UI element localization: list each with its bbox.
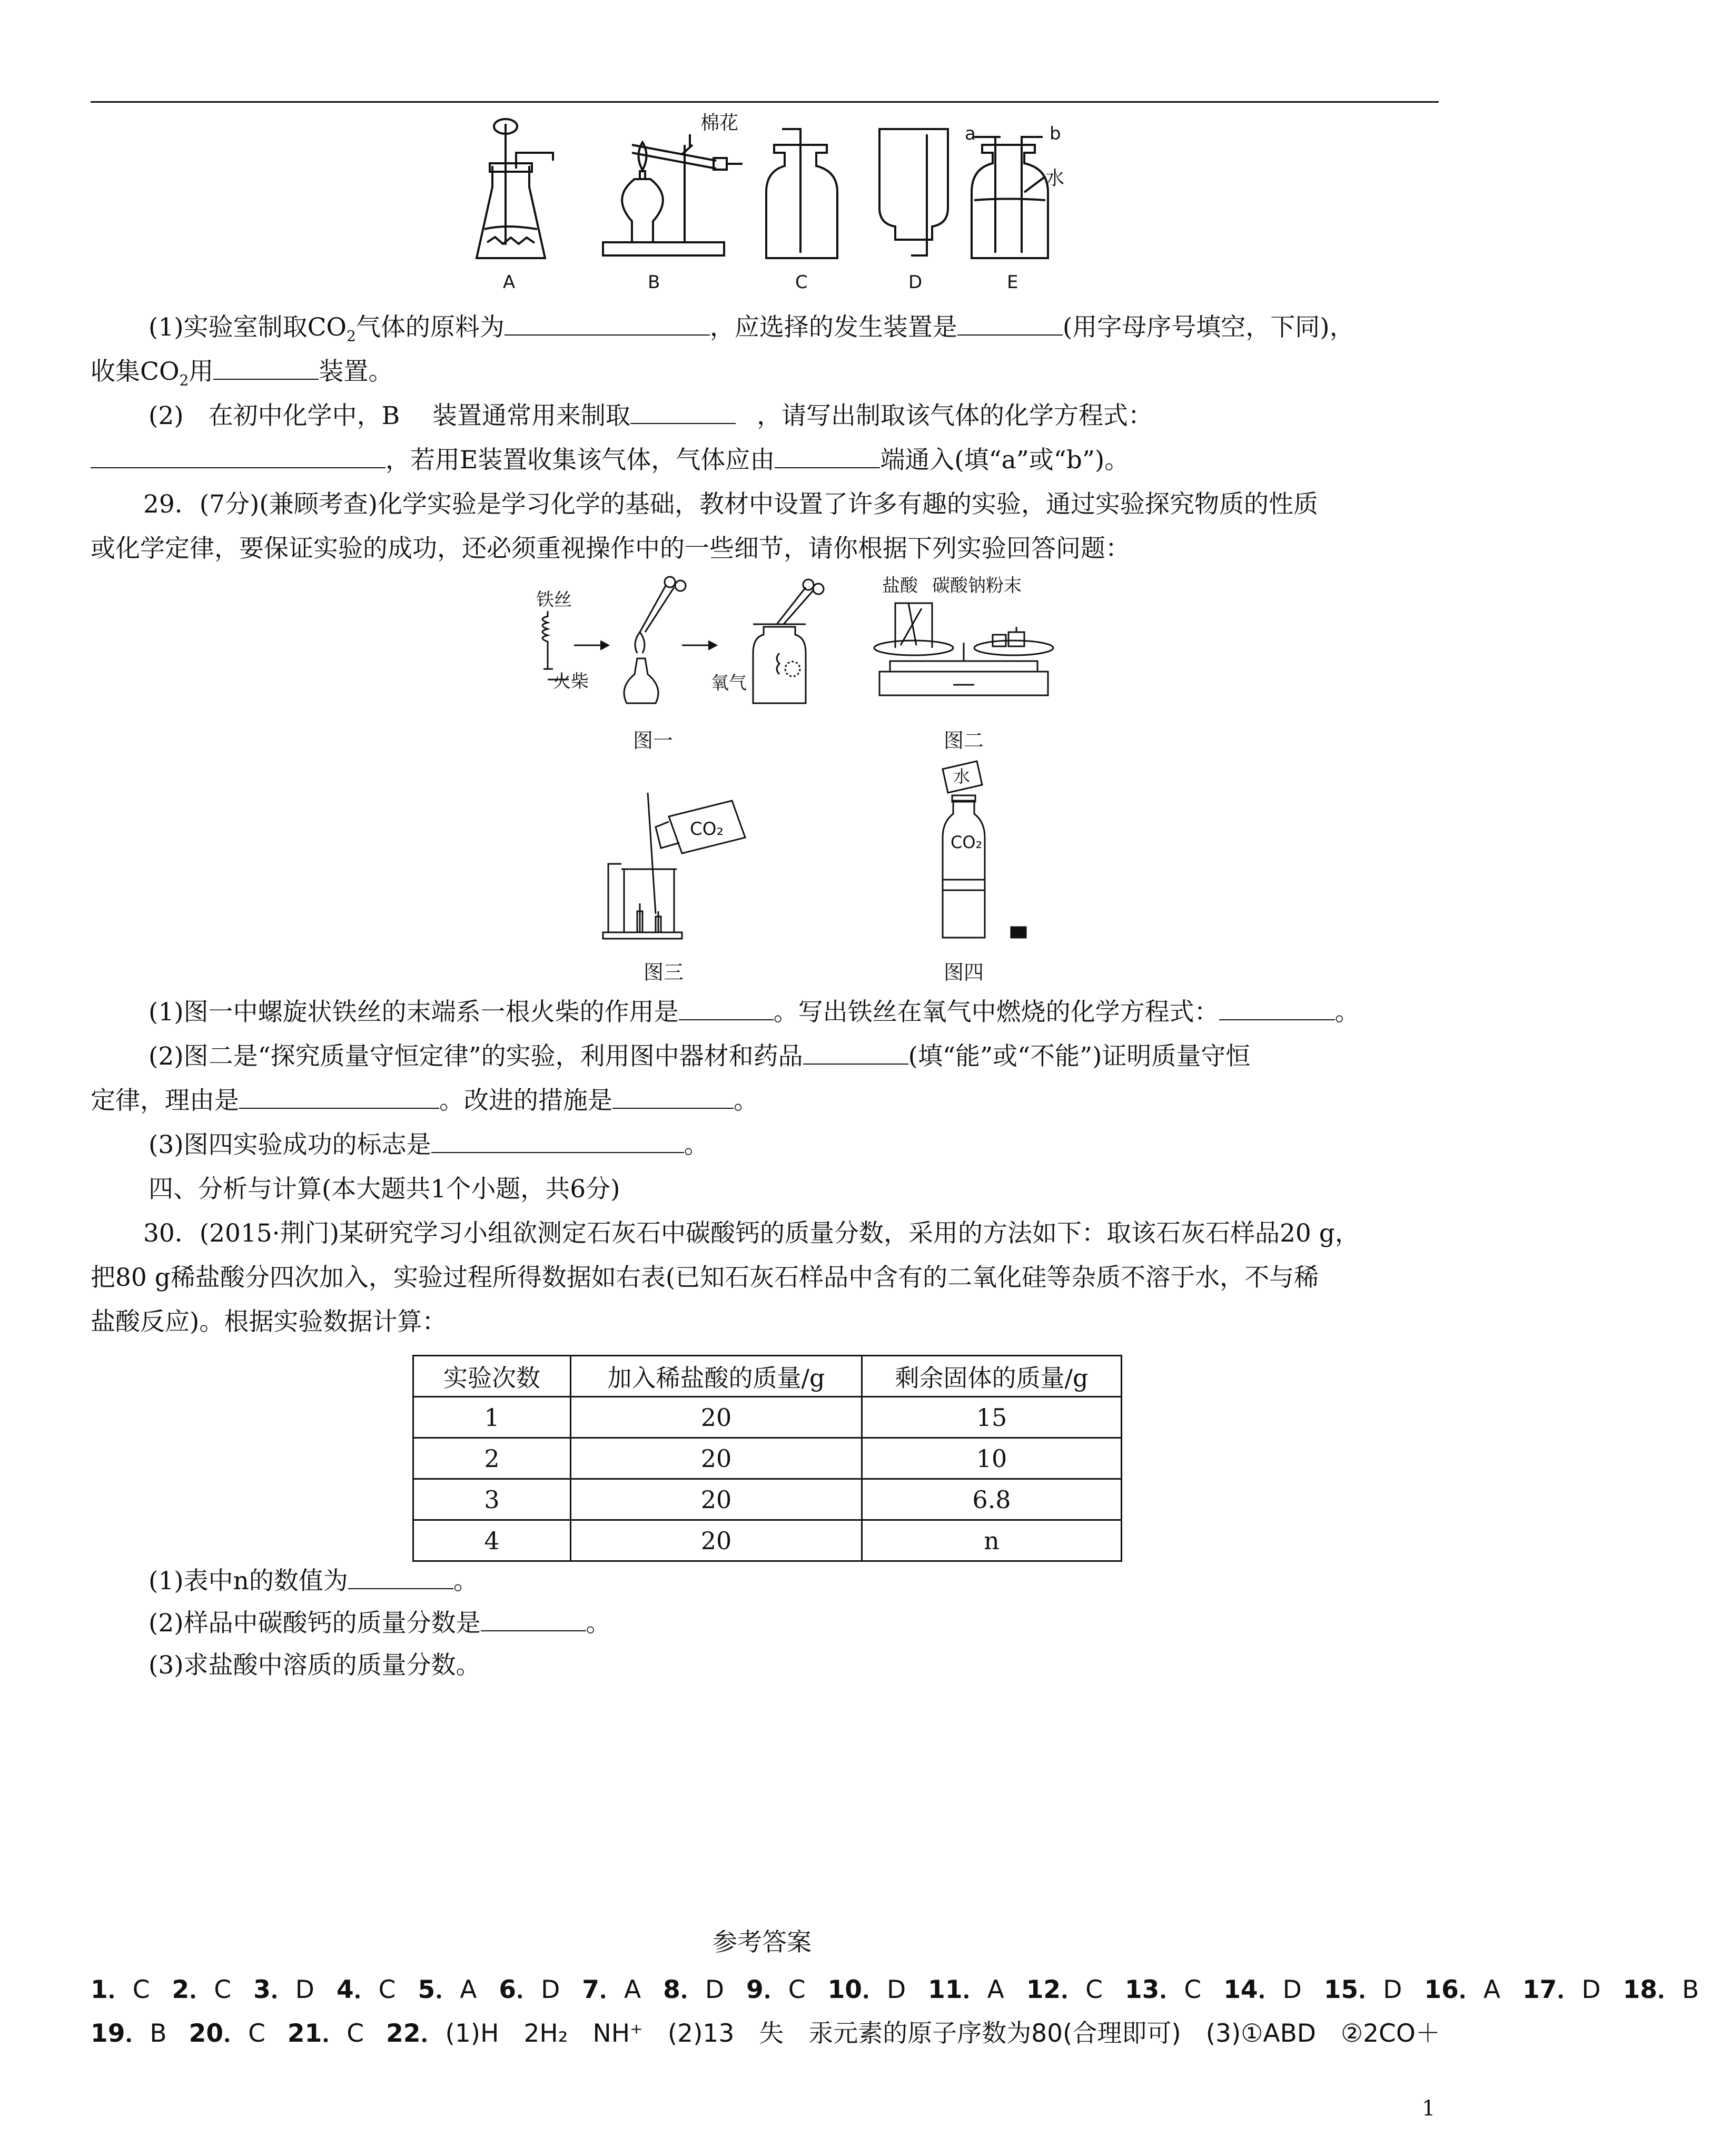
answer-number: 18． [1623,1975,1682,2004]
answer-number: 1． [91,1975,133,2004]
q28-label-d: D [908,272,923,293]
answer-blank[interactable] [1219,998,1335,1020]
answer-number: 14． [1223,1975,1283,2004]
q29-intro-line2: 或化学定律，要保证实验的成功，还必须重视操作中的一些细节，请你根据下列实验回答问题： [91,534,1130,563]
q28-apparatus-figure [474,113,1116,303]
answer-blank[interactable] [481,1609,586,1631]
q28-label-b: B [648,272,660,293]
answer-number: 17． [1522,1975,1582,2004]
q28-part1-line2: 收集$CO_2$用 装置。 [91,357,393,389]
q28-part2-line1: (2) 在初中化学中，B 装置通常用来制取 ，请写出制取该气体的化学方程式： [149,401,1153,430]
answer-number: 8． [663,1975,705,2004]
match-label: 火柴 [553,671,589,692]
answer-item [1223,1975,1302,2004]
q28-label-c: C [795,272,808,293]
q29-figure-4 [911,759,1027,943]
fig4-water-label: 水 [953,766,971,786]
answers-title: 参考答案 [713,1928,812,1957]
answer-choice: D [1282,1975,1302,2004]
figure-2-caption: 图二 [943,729,984,752]
figure-4-caption: 图四 [943,961,984,984]
table-row [413,1479,1122,1520]
table-cell: 2 [413,1438,571,1479]
q29-sub2-line2: 定律，理由是 。改进的措施是 。 [91,1086,758,1115]
answer-number: 13． [1124,1975,1184,2004]
answer-item [1125,1975,1201,2004]
table-header-cell: 实验次数 [413,1356,571,1397]
q30-intro-line1: 30．(2015·荆门)某研究学习小组欲测定石灰石中碳酸钙的质量分数，采用的方法如下：取该石灰石样品20 g， [143,1219,1360,1248]
answer-choice: B [150,2019,167,2048]
table-header-row [413,1356,1122,1397]
answer-blank[interactable] [775,446,880,468]
answer-choice: D [541,1975,560,2004]
fig4-co2-label: CO₂ [951,832,983,852]
answer-text: (1)H 2H₂ NH⁺ (2)13 失 汞元素的原子序数为80(合理即可) (3)①ABD ②2CO＋ [445,2019,1440,2048]
answer-item [253,1975,314,2004]
answer-number: 15． [1323,1975,1383,2004]
q28-label-e: E [1007,272,1018,293]
section-4-heading: 四、分析与计算(本大题共1个小题，共6分) [149,1175,620,1204]
answer-item [663,1975,724,2004]
answer-item [189,2019,265,2048]
answer-blank[interactable] [239,1087,439,1109]
answer-number: 19． [91,2019,150,2048]
table-cell: 15 [862,1397,1122,1438]
answer-number: 20． [189,2019,249,2048]
answer-number: 10． [827,1975,887,2004]
table-cell: 20 [571,1438,862,1479]
answer-choice: D [1581,1975,1601,2004]
answer-number: 3． [253,1975,295,2004]
answer-blank[interactable] [91,446,385,468]
q29-figure-1 [532,574,827,711]
answer-blank[interactable] [213,358,319,380]
q30-sub2: (2)样品中碳酸钙的质量分数是 。 [149,1609,611,1638]
table-row [413,1438,1122,1479]
answer-item [928,1975,1004,2004]
answer-blank[interactable] [612,1087,734,1109]
answer-item [1623,1975,1699,2004]
answer-item [337,1975,396,2004]
answer-number: 21． [287,2019,347,2048]
answer-number: 9． [746,1975,788,2004]
q30-sub1: (1)表中n的数值为 。 [149,1567,478,1596]
table-cell: 20 [571,1397,862,1438]
answer-number: 12． [1026,1975,1086,2004]
answer-item [1424,1975,1500,2004]
q30-sub3: (3)求盐酸中溶质的质量分数。 [149,1651,481,1680]
answer-item [1522,1975,1601,2004]
answer-item [91,1975,150,2004]
header-rule [91,101,1439,103]
answer-choice: A [987,1975,1004,2004]
answer-item [1026,1975,1103,2004]
answer-number: 11． [928,1975,987,2004]
answer-blank[interactable] [803,1042,908,1065]
answer-item [1324,1975,1402,2004]
answer-choice: A [624,1975,641,2004]
answer-choice: A [1483,1975,1500,2004]
answer-item [746,1975,806,2004]
answer-choice: D [705,1975,725,2004]
q29-figure-3 [600,790,758,943]
answer-choice: C [1085,1975,1103,2004]
answer-number: 6． [499,1975,541,2004]
table-header-cell: 加入稀盐酸的质量/g [571,1356,862,1397]
answers-line-1 [91,1970,1721,2005]
answer-choice: C [347,2019,364,2048]
q29-sub2-line1: (2)图二是“探究质量守恒定律”的实验，利用图中器材和药品 (填“能”或“不能”)证明质量守恒 [149,1042,1251,1071]
answer-number: 5． [418,1975,460,2004]
answer-blank[interactable] [431,1131,684,1153]
acid-label: 盐酸 [882,575,918,596]
answer-item [582,1975,641,2004]
table-row [413,1397,1122,1438]
answer-blank[interactable] [679,998,774,1020]
answer-choice: C [248,2019,265,2048]
experiment-data-table [412,1355,1122,1562]
answer-choice: D [1383,1975,1402,2004]
port-a-label: a [965,123,976,144]
q28-part1-line1: (1)实验室制取$CO_2$气体的原料为 ，应选择的发生装置是 (用字母序号填空，下同)， [149,313,1354,345]
table-row [413,1520,1122,1561]
water-label: 水 [1045,168,1065,189]
q29-intro-line1: 29．(7分)(兼顾考查)化学实验是学习化学的基础，教材中设置了许多有趣的实验，通过实验探究物质的性质 [143,490,1319,519]
table-cell: 3 [413,1479,571,1520]
table-cell: 6.8 [862,1479,1122,1520]
answer-choice: C [378,1975,396,2004]
answer-choice: D [295,1975,314,2004]
q30-intro-line3: 盐酸反应)。根据实验数据计算： [91,1307,447,1336]
answer-number: 7． [582,1975,624,2004]
table-cell: 20 [571,1479,862,1520]
answer-item [418,1975,477,2004]
powder-label: 碳酸钠粉末 [932,575,1022,596]
answer-number: 22． [386,2019,446,2048]
figure-3-caption: 图三 [643,961,684,984]
answer-number: 2． [172,1975,214,2004]
q28-label-a: A [503,272,516,293]
answer-item [172,1975,232,2004]
q29-sub3: (3)图四实验成功的标志是 。 [149,1130,709,1159]
answer-choice: C [132,1975,150,2004]
fig3-co2-label: CO₂ [690,819,724,840]
answer-choice: A [460,1975,477,2004]
answer-choice: C [1184,1975,1202,2004]
table-cell: 1 [413,1397,571,1438]
answer-item [499,1975,560,2004]
answer-blank[interactable] [348,1567,453,1589]
table-header-cell: 剩余固体的质量/g [862,1356,1122,1397]
q28-part2-line2: ，若用E装置收集该气体，气体应由 端通入(填“a”或“b”)。 [91,438,1439,483]
answer-blank[interactable] [957,313,1063,336]
oxygen-label: 氧气 [711,673,747,694]
answer-number: 16． [1424,1975,1483,2004]
answer-choice: C [214,1975,232,2004]
q29-figure-2 [864,572,1064,714]
answer-number: 4． [336,1975,379,2004]
answers-line-2 [91,2014,1440,2049]
figure-1-caption: 图一 [632,729,673,752]
table-cell: n [862,1520,1122,1561]
answer-choice: D [886,1975,906,2004]
answer-blank[interactable] [505,313,710,336]
q30-intro-line2: 把80 g稀盐酸分四次加入，实验过程所得数据如右表(已知石灰石样品中含有的二氧化硅等杂质不溶于水，不与稀 [91,1263,1319,1292]
iron-wire-label: 铁丝 [536,589,572,611]
answer-item [288,2019,364,2048]
answer-choice: C [788,1975,806,2004]
answer-item [828,1975,906,2004]
table-cell: 4 [413,1520,571,1561]
cotton-label: 棉花 [700,112,739,134]
answer-choice: B [1682,1975,1699,2004]
page-number: 1 [1422,2096,1436,2121]
table-cell: 20 [571,1520,862,1561]
table-cell: 10 [862,1438,1122,1479]
port-b-label: b [1050,123,1061,144]
answer-blank[interactable] [630,402,736,424]
q29-sub1: (1)图一中螺旋状铁丝的末端系一根火柴的作用是 。写出铁丝在氧气中燃烧的化学方程式： 。 [149,998,1360,1027]
answer-item [91,2019,167,2048]
